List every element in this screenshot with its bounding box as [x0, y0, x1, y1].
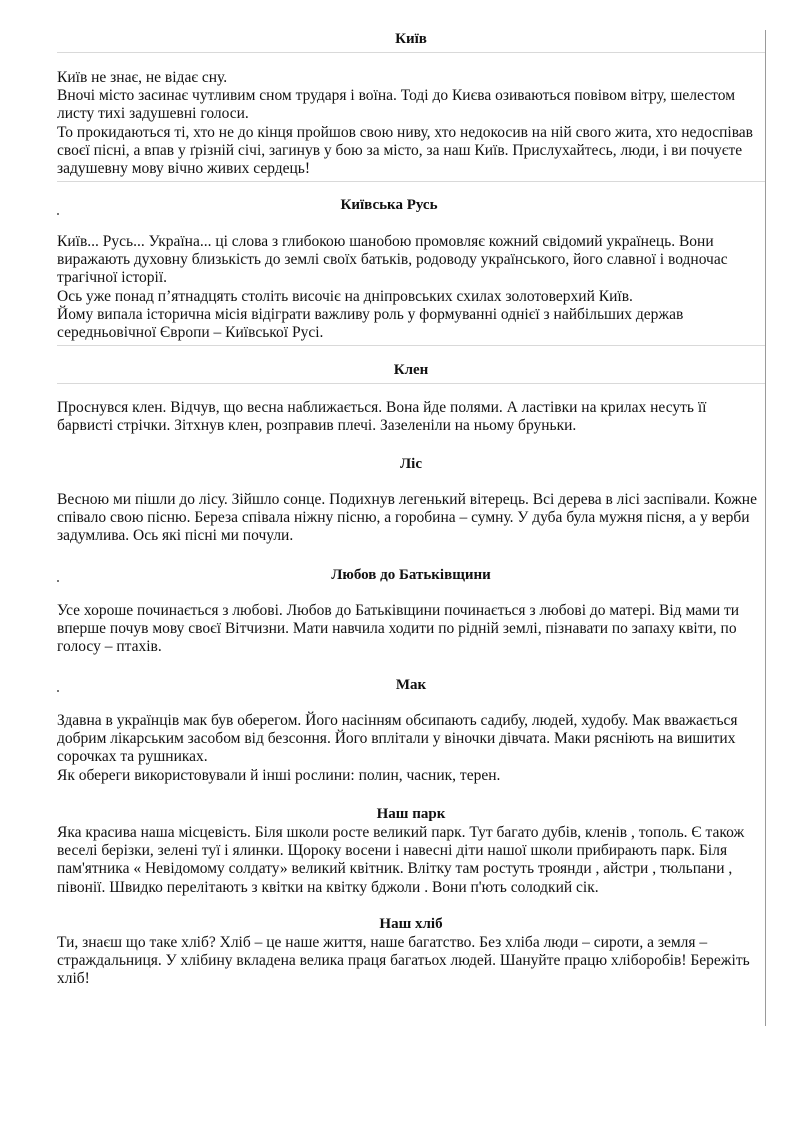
section-love-of-homeland: [57, 567, 765, 657]
section-body: Проснувся клен. Відчув, що весна наближається. Вона йде полями. А ластівки на крилах несуть її барвисті стрічки. Зітхнув клен, розправив плечі. Зазеленіли на ньому бруньки.: [57, 399, 707, 435]
section-kyiv: [57, 31, 765, 182]
right-margin-rule: [765, 30, 766, 1026]
section-our-bread: [57, 916, 765, 989]
margin-mark: [57, 690, 59, 692]
section-title: Мак: [395, 677, 427, 693]
section-our-park: [57, 806, 765, 897]
section-divider: [57, 52, 765, 53]
section-forest: [57, 456, 765, 546]
section-body: Київ... Русь... Україна... ці слова з глибокою шанобою промовляє кожний свідомий українець. Вони виражають духовну близькість до землі своїх батьків, родоводу українського, його славної і водночас трагічної історії. Ось уже понад п’ятнадцять століть височіє на дніпровських схилах золотоверхий Київ. Йому випала історична місія відіграти важливу роль у формуванні однієї з найбільших держав середньовічної Європи – Київської Русі.: [57, 233, 728, 342]
section-poppy: [57, 677, 765, 785]
section-body: Ти, знаєш що таке хліб? Хліб – це наше життя, наше багатство. Без хліба люди – сироти, а земля – страждальниця. У хлібину вкладена велика праця багатьох людей. Шануйте працю хліборобів! Бережіть хліб!: [57, 934, 750, 988]
section-title: Наш хліб: [379, 916, 443, 932]
section-body: Яка красива наша місцевість. Біля школи росте великий парк. Тут багато дубів, кленів , тополь. Є також веселі берізки, зелені туї і ялинки. Щороку восени і навесні діти нашої школи прибирають парк. Біля пам'ятника « Невідомому солдату» великий квітник. Влітку там ростуть троянди , айстри , тюльпани , півонії. Швидко перелітають з квітки на квітку бджоли . Вони п'ють солодкий сік.: [57, 824, 745, 896]
section-body: Київ не знає, не відає сну. Вночі місто засинає чутливим сном трударя і воїна. Тоді до Києва озиваються повівом вітру, шелестом листу тихі задушевні голоси. То прокидаються ті, хто не до кінця пройшов свою ниву, хто недокосив на ній свого жита, хто недоспівав своєї пісні, а впав у ґрізній січі, загинув у бою за місто, за наш Київ. Прислухайтесь, люди, і ви почуєте задушевну мову вічно живих сердець!: [57, 69, 754, 178]
section-divider: [57, 345, 765, 346]
margin-mark: [57, 213, 59, 215]
section-body: Весною ми пішли до лісу. Зійшло сонце. Подихнув легенький вітерець. Всі дерева в лісі заспівали. Кожне співало свою пісню. Береза співала ніжну пісню, а горобина – сумну. У дуба була мужня пісня, а у верби задумлива. Ось які пісні ми почули.: [57, 491, 757, 545]
section-maple: [57, 362, 765, 435]
margin-mark: [57, 580, 59, 582]
section-divider: [57, 383, 765, 384]
section-title: Київська Русь: [340, 197, 438, 213]
section-title: Клен: [393, 362, 429, 378]
section-title: Київ: [395, 31, 427, 47]
section-title: Наш парк: [376, 806, 446, 822]
section-title: Любов до Батьківщини: [331, 567, 491, 583]
section-kyivan-rus: [57, 197, 765, 346]
section-divider: [57, 181, 765, 182]
section-body: Усе хороше починається з любові. Любов до Батьківщини починається з любові до матері. Від мами ти вперше почув мову своєї Вітчизни. Мати навчила ходити по рідній землі, пізнавати по запаху квіти, по голосу – птахів.: [57, 602, 740, 656]
section-title: Ліс: [399, 456, 422, 472]
section-body: Здавна в українців мак був оберегом. Його насінням обсипають садибу, людей, худобу. Мак вважається добрим лікарським засобом від безсоння. Його вплітали у віночки дівчата. Маки рясніють на вишитих сорочках та рушниках. Як обереги використовували й інші рослини: полин, часник, терен.: [57, 712, 738, 784]
